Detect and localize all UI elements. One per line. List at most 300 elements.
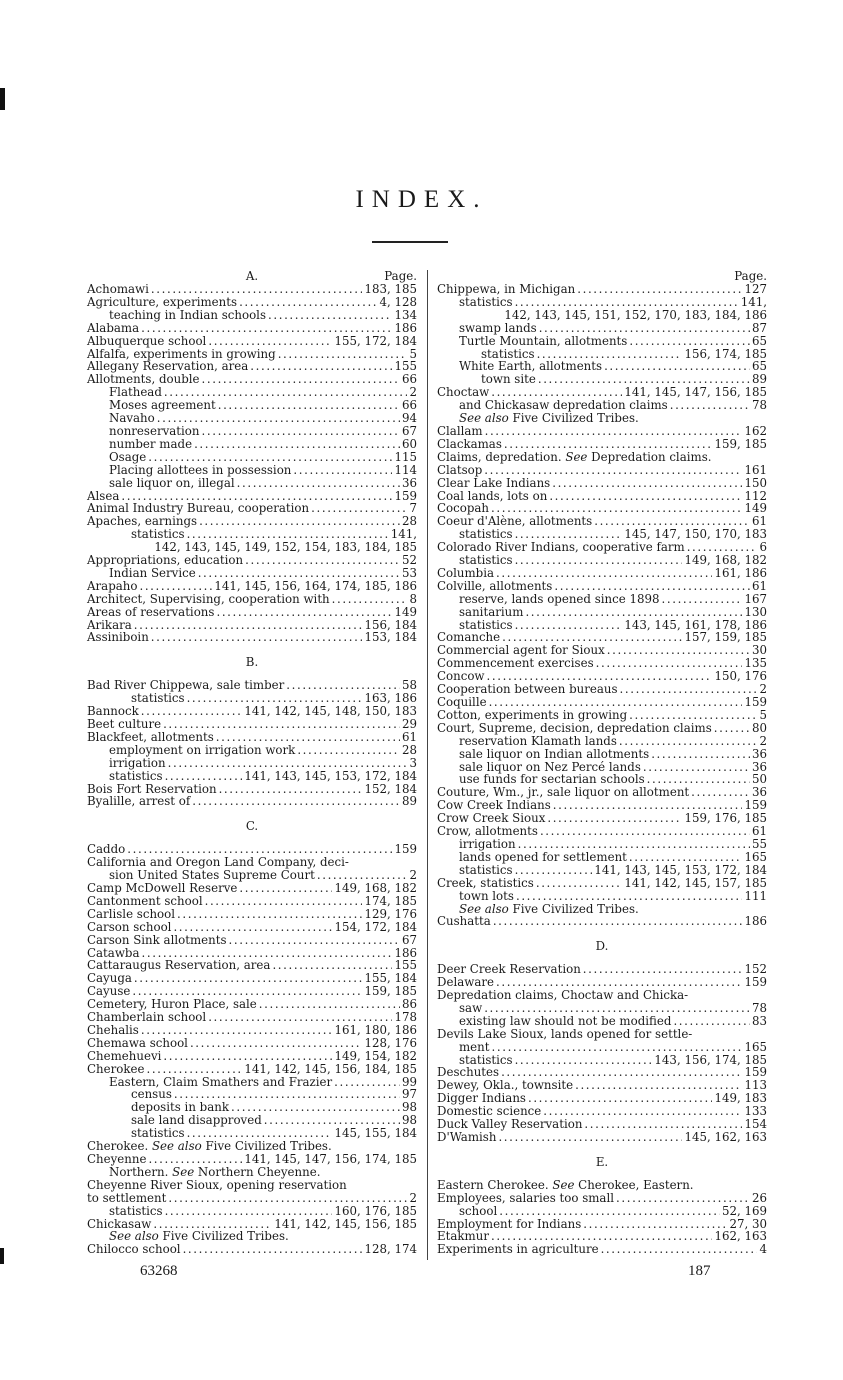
index-entry-pages: 61 <box>751 578 767 593</box>
leader-dots <box>540 825 750 838</box>
index-entry-term: census <box>131 1087 172 1102</box>
index-entry-pages: 145, 155, 184 <box>334 1126 417 1141</box>
index-entry-pages: 61 <box>751 824 767 839</box>
index-entry-term: Alsea <box>87 488 120 503</box>
leader-dots <box>484 464 742 477</box>
section-letter: D. <box>595 939 609 954</box>
leader-dots <box>332 593 408 606</box>
index-entry-pages: 4 <box>759 1242 767 1257</box>
index-entry <box>437 748 767 761</box>
index-entry <box>87 631 417 644</box>
leader-dots <box>141 1024 333 1037</box>
index-cross-reference: Eastern Cherokee. See Cherokee, Eastern. <box>437 1177 694 1192</box>
index-entry-pages: 53 <box>401 565 417 580</box>
index-entry-pages: 135 <box>744 656 767 671</box>
index-entry-pages: 141, <box>390 527 417 542</box>
index-entry-pages: 174, 185 <box>364 893 417 908</box>
leader-dots <box>194 438 400 451</box>
index-entry-pages: 128, 176 <box>364 1035 417 1050</box>
index-entry-pages: 28 <box>401 742 417 757</box>
index-entry-term: sanitarium <box>459 604 524 619</box>
index-entry <box>437 838 767 851</box>
index-entry <box>437 554 767 567</box>
index-entry <box>87 322 417 335</box>
index-entry-pages: 149, 168, 182 <box>334 880 417 895</box>
index-entry-term: Creek, statistics <box>437 875 534 890</box>
signature-number: 63268 <box>140 1263 178 1279</box>
index-entry <box>87 770 417 783</box>
index-entry-term: Camp McDowell Reserve <box>87 880 238 895</box>
index-entry-term: Concow <box>437 669 485 684</box>
leader-dots <box>141 322 392 335</box>
index-entry-pages: 159, 176, 185 <box>684 811 767 826</box>
index-entry-pages: 36 <box>401 475 417 490</box>
index-entry-term: Bois Fort Reservation <box>87 781 217 796</box>
page-title: INDEX. <box>355 186 488 213</box>
index-entry-term: lands opened for settlement <box>459 849 627 864</box>
index-entry-pages: 114 <box>394 462 417 477</box>
index-entry-term: use funds for sectarian schools <box>459 772 645 787</box>
index-entry-term: White Earth, allotments <box>459 359 603 374</box>
index-entry-term: Arapaho <box>87 578 138 593</box>
index-entry <box>437 567 767 580</box>
leader-dots <box>604 360 750 373</box>
index-page-continuation: 142, 143, 145, 149, 152, 154, 183, 184, 185 <box>154 540 417 555</box>
index-entry-pages: 130 <box>744 604 767 619</box>
leader-dots <box>670 399 750 412</box>
index-entry-term: Assiniboin <box>87 630 149 645</box>
index-entry <box>87 718 417 731</box>
index-entry-pages: 61 <box>401 729 417 744</box>
index-entry <box>437 1002 767 1015</box>
index-entry-term: Chehalis <box>87 1022 139 1037</box>
leader-dots <box>549 490 742 503</box>
index-entry-pages: 165 <box>744 1039 767 1054</box>
index-entry-pages: 141, 145, 156, 164, 174, 185, 186 <box>214 578 417 593</box>
index-entry-term: Carlisle school <box>87 906 176 921</box>
index-entry-pages: 60 <box>401 436 417 451</box>
index-entry-term: Couture, Wm., jr., sale liquor on allotment <box>437 785 690 800</box>
index-entry <box>87 757 417 770</box>
leader-dots <box>151 631 363 644</box>
title-rule <box>372 241 448 243</box>
index-entry-term: Carson school <box>87 919 172 934</box>
leader-dots <box>134 619 363 632</box>
leader-dots <box>691 786 750 799</box>
index-entry-pages: 152, 184 <box>364 781 417 796</box>
index-entry <box>87 1037 417 1050</box>
index-entry-pages: 36 <box>751 746 767 761</box>
index-entry-pages: 36 <box>751 759 767 774</box>
index-entry-pages: 159 <box>744 1065 767 1080</box>
index-entry-pages: 115 <box>394 449 417 464</box>
index-entry-pages: 61 <box>751 514 767 529</box>
leader-dots <box>146 1063 242 1076</box>
index-entry-pages: 66 <box>401 372 417 387</box>
index-cross-reference: Cheyenne River Sioux, opening reservation <box>87 1177 347 1192</box>
index-entry-term: statistics <box>131 1126 185 1141</box>
leader-dots <box>547 812 682 825</box>
leader-dots <box>528 1092 712 1105</box>
index-entry-pages: 30 <box>751 643 767 658</box>
index-entry <box>87 477 417 490</box>
index-entry-term: existing law should not be modified <box>459 1013 672 1028</box>
leader-dots <box>536 877 623 890</box>
index-entry-pages: 161 <box>744 462 767 477</box>
index-entry-term: Cooperation between bureaus <box>437 682 618 697</box>
leader-dots <box>629 335 750 348</box>
index-entry <box>437 915 767 928</box>
index-entry-pages: 99 <box>401 1074 417 1089</box>
index-entry-term: statistics <box>109 1203 163 1218</box>
index-entry-pages: 149 <box>744 501 767 516</box>
leader-dots <box>518 838 750 851</box>
index-entry-term: D'Wamish <box>437 1130 497 1144</box>
index-entry <box>437 1205 767 1218</box>
index-entry-pages: 98 <box>401 1100 417 1115</box>
index-entry-term: Clatsop <box>437 462 483 477</box>
index-entry-term: saw <box>459 1000 483 1015</box>
index-entry-pages: 141, 142, 145, 156, 184, 185 <box>244 1061 417 1076</box>
index-entry-pages: 55 <box>751 836 767 851</box>
index-entry-pages: 50 <box>751 772 767 787</box>
index-entry-term: statistics <box>459 1052 513 1067</box>
index-entry <box>437 722 767 735</box>
index-cross-reference: See also Five Civilized Tribes. <box>459 411 639 426</box>
index-entry <box>87 1205 417 1218</box>
leader-dots <box>259 998 400 1011</box>
index-entry <box>87 1243 417 1256</box>
index-entry-term: Navaho <box>109 411 155 426</box>
index-entry <box>87 731 417 744</box>
index-entry-term: statistics <box>131 691 185 706</box>
index-entry-term: Alabama <box>87 320 140 335</box>
index-entry-term: statistics <box>131 527 185 542</box>
index-entry <box>87 921 417 934</box>
index-entry-term: deposits in bank <box>131 1100 230 1115</box>
index-entry-pages: 2 <box>759 682 767 697</box>
leader-dots <box>620 683 758 696</box>
index-entry <box>87 283 417 296</box>
index-entry <box>87 1192 417 1205</box>
index-entry-term: Delaware <box>437 975 494 990</box>
leader-dots <box>499 1205 720 1218</box>
index-entry-term: Domestic science <box>437 1104 542 1119</box>
index-entry-term: sale land disapproved <box>131 1113 262 1128</box>
index-cross-reference: Northern. See Northern Cheyenne. <box>109 1164 321 1179</box>
index-entry-pages: 186 <box>394 320 417 335</box>
index-entry-term: sale liquor on Indian allotments <box>459 746 650 761</box>
index-entry-pages: 162 <box>744 423 767 438</box>
index-entry-term: sale liquor on Nez Percé lands <box>459 759 641 774</box>
index-entry-pages: 94 <box>401 411 417 426</box>
leader-dots <box>202 425 400 438</box>
leader-dots <box>245 554 400 567</box>
leader-dots <box>539 322 750 335</box>
index-entry-term: irrigation <box>459 836 516 851</box>
index-entry-pages: 150 <box>744 475 767 490</box>
leader-dots <box>607 644 750 657</box>
index-entry-term: Arikara <box>87 617 132 632</box>
index-entry <box>437 477 767 490</box>
index-entry <box>437 606 767 619</box>
index-entry-term: town lots <box>459 888 514 903</box>
index-entry-term: Agriculture, experiments <box>87 294 238 309</box>
index-entry-pages: 156, 174, 185 <box>684 346 767 361</box>
index-entry <box>437 335 767 348</box>
leader-dots <box>601 1243 758 1256</box>
leader-dots <box>515 619 623 632</box>
index-entry-pages: 143, 145, 161, 178, 186 <box>624 617 767 632</box>
index-entry-pages: 150, 176 <box>714 669 767 684</box>
leader-dots <box>163 718 400 731</box>
leader-dots <box>163 1050 332 1063</box>
index-entry-pages: 155, 172, 184 <box>334 333 417 348</box>
index-entry-pages: 159, 185 <box>364 984 417 999</box>
index-entry-pages: 127 <box>744 282 767 296</box>
index-entry-term: Crow Creek Sioux <box>437 811 546 826</box>
index-entry-pages: 89 <box>401 794 417 809</box>
index-entry-pages: 67 <box>401 932 417 947</box>
index-entry-term: Cemetery, Huron Place, sale <box>87 997 257 1012</box>
section-header <box>87 270 417 283</box>
leader-dots <box>165 770 243 783</box>
index-entry-term: statistics <box>481 346 535 361</box>
index-entry-term: Crow, allotments <box>437 824 538 839</box>
index-entry-term: Animal Industry Bureau, cooperation <box>87 501 310 516</box>
index-entry-term: statistics <box>459 553 513 568</box>
index-entry-pages: 141, 142, 145, 148, 150, 183 <box>244 704 417 719</box>
section-letter: C. <box>245 819 259 834</box>
index-entry-pages: 167 <box>744 591 767 606</box>
index-cross-reference: See also Five Civilized Tribes. <box>109 1229 289 1244</box>
index-entry <box>87 464 417 477</box>
leader-dots <box>651 748 750 761</box>
index-entry <box>87 606 417 619</box>
index-entry-pages: 157, 159, 185 <box>684 630 767 645</box>
index-entry-pages: 178 <box>394 1010 417 1025</box>
index-entry-pages: 83 <box>751 1013 767 1028</box>
index-entry-term: Etakmur <box>437 1229 489 1244</box>
index-entry-pages: 66 <box>401 398 417 413</box>
leader-dots <box>515 864 593 877</box>
index-page-continuation: 142, 143, 145, 151, 152, 170, 183, 184, 186 <box>504 307 767 322</box>
leader-dots <box>168 757 408 770</box>
index-entry-term: Bannock <box>87 704 139 719</box>
index-entry-pages: 134 <box>394 307 417 322</box>
index-entry-term: Cushatta <box>437 914 491 929</box>
leader-dots <box>516 890 743 903</box>
index-entry-pages: 155 <box>394 958 417 973</box>
leader-dots <box>205 895 363 908</box>
index-entry-pages: 186 <box>394 945 417 960</box>
leader-dots <box>577 283 742 296</box>
leader-dots <box>515 554 683 567</box>
leader-dots <box>515 296 739 309</box>
index-entry-term: Colorado River Indians, cooperative farm <box>437 540 685 555</box>
leader-dots <box>643 761 750 774</box>
index-entry <box>87 567 417 580</box>
index-entry <box>437 864 767 877</box>
index-entry-pages: 161, 180, 186 <box>334 1022 417 1037</box>
index-entry-pages: 27, 30 <box>729 1216 767 1231</box>
index-entry-term: and Chickasaw depredation claims <box>459 398 668 413</box>
leader-dots <box>552 477 742 490</box>
index-entry-pages: 159, 185 <box>714 436 767 451</box>
leader-dots <box>148 1153 242 1166</box>
index-entry-term: Byalille, arrest of <box>87 794 191 809</box>
leader-dots <box>239 882 332 895</box>
index-entry-pages: 4, 128 <box>379 294 417 309</box>
index-entry-pages: 161, 186 <box>714 565 767 580</box>
index-entry-pages: 159 <box>744 798 767 813</box>
index-entry-pages: 143, 156, 174, 185 <box>654 1052 767 1067</box>
index-entry-pages: 5 <box>409 346 417 361</box>
leader-dots <box>485 425 743 438</box>
index-entry <box>87 438 417 451</box>
section-letter: A. <box>245 269 259 283</box>
index-entry <box>437 425 767 438</box>
index-entry-term: statistics <box>459 294 513 309</box>
index-entry-term: Deschutes <box>437 1065 500 1080</box>
index-entry-term: Chemawa school <box>87 1035 188 1050</box>
leader-dots <box>208 1011 392 1024</box>
index-entry-pages: 29 <box>401 717 417 731</box>
leader-dots <box>218 399 400 412</box>
column-divider <box>427 270 428 1260</box>
leader-dots <box>583 1218 727 1231</box>
index-entry-pages: 2 <box>409 868 417 883</box>
index-entry-pages: 183, 185 <box>364 282 417 296</box>
index-entry-pages: 159 <box>744 975 767 990</box>
index-entry-pages: 145, 147, 150, 170, 183 <box>624 527 767 542</box>
index-entry-term: Appropriations, education <box>87 553 244 568</box>
index-entry-term: Turtle Mountain, allotments <box>459 333 628 348</box>
index-entry-term: Chilocco school <box>87 1242 181 1257</box>
index-entry <box>87 895 417 908</box>
leader-dots <box>489 696 743 709</box>
index-entry-term: swamp lands <box>459 320 537 335</box>
leader-dots <box>629 851 743 864</box>
index-entry-term: statistics <box>459 862 513 877</box>
index-entry <box>437 1243 767 1256</box>
index-entry-term: Coal lands, lots on <box>437 488 548 503</box>
index-entry-pages: 155 <box>394 359 417 374</box>
index-entry-term: Cayuse <box>87 984 131 999</box>
index-entry-pages: 156, 184 <box>364 617 417 632</box>
index-entry-pages: 58 <box>401 678 417 693</box>
index-entry <box>437 283 767 296</box>
index-entry-pages: 141, 143, 145, 153, 172, 184 <box>244 768 417 783</box>
index-entry-term: Albuquerque school <box>87 333 207 348</box>
index-entry-pages: 133 <box>744 1104 767 1119</box>
index-entry-pages: 26 <box>751 1190 767 1205</box>
index-cross-reference: Claims, depredation. See Depredation claims. <box>437 449 712 464</box>
index-entry-term: Blackfeet, allotments <box>87 729 214 744</box>
index-entry-pages: 89 <box>751 372 767 387</box>
index-entry <box>87 795 417 808</box>
index-entry-pages: 186 <box>744 914 767 929</box>
index-entry-term: Experiments in agriculture <box>437 1242 599 1257</box>
index-entry-pages: 7 <box>409 501 417 516</box>
index-entry-pages: 155, 184 <box>364 971 417 986</box>
index-entry-pages: 154 <box>744 1117 767 1132</box>
leader-dots <box>268 309 392 322</box>
index-entry-term: Colville, allotments <box>437 578 553 593</box>
index-entry-term: Cheyenne <box>87 1152 147 1166</box>
index-entry <box>437 1041 767 1054</box>
index-entry-term: number made <box>109 436 193 451</box>
index-entry-term: statistics <box>459 617 513 632</box>
index-entry-pages: 78 <box>751 398 767 413</box>
index-entry-pages: 111 <box>744 888 767 903</box>
index-cross-reference: Cherokee. See also Five Civilized Tribes. <box>87 1139 332 1154</box>
index-entry-term: reservation Klamath lands <box>459 733 617 748</box>
index-entry-term: Chemehuevi <box>87 1048 162 1063</box>
index-entry-term: Cayuga <box>87 971 132 986</box>
index-column-left <box>87 270 417 1256</box>
index-entry-term: Flathead <box>109 385 162 400</box>
index-entry-pages: 80 <box>751 720 767 735</box>
index-entry-term: Achomawi <box>87 282 149 296</box>
index-entry <box>87 451 417 464</box>
index-entry-term: Clear Lake Indians <box>437 475 551 490</box>
index-entry-term: Chamberlain school <box>87 1010 207 1025</box>
index-entry-pages: 159 <box>394 488 417 503</box>
index-entry-pages: 3 <box>409 755 417 770</box>
leader-dots <box>293 464 392 477</box>
leader-dots <box>151 283 363 296</box>
leader-dots <box>484 1002 750 1015</box>
index-entry <box>87 309 417 322</box>
index-cross-reference: Depredation claims, Choctaw and Chicka- <box>437 988 689 1003</box>
index-entry-term: Clackamas <box>437 436 502 451</box>
index-entry-term: statistics <box>459 527 513 542</box>
index-entry-term: Comanche <box>437 630 501 645</box>
index-entry <box>437 464 767 477</box>
index-entry-term: Caddo <box>87 842 126 857</box>
index-entry-term: nonreservation <box>109 423 200 438</box>
leader-dots <box>198 567 400 580</box>
index-entry-term: Indian Service <box>109 565 196 580</box>
index-entry-term: Cocopah <box>437 501 490 516</box>
index-entry-term: Duck Valley Reservation <box>437 1117 583 1132</box>
index-entry-term: Cotton, experiments in growing <box>437 707 628 722</box>
index-entry <box>87 425 417 438</box>
leader-dots <box>278 348 408 361</box>
page-number: 187 <box>688 1263 711 1279</box>
index-entry <box>437 1192 767 1205</box>
scan-edge-mark-top <box>0 88 5 110</box>
index-entry-pages: 141, 143, 145, 153, 172, 184 <box>594 862 767 877</box>
index-entry-pages: 2 <box>409 385 417 400</box>
index-entry-pages: 165 <box>744 849 767 864</box>
index-cross-reference: Devils Lake Sioux, lands opened for settle- <box>437 1026 693 1041</box>
index-entry <box>87 593 417 606</box>
leader-dots <box>190 1037 363 1050</box>
index-entry-pages: 5 <box>759 707 767 722</box>
leader-dots <box>237 477 400 490</box>
index-entry-term: Chippewa, in Michigan <box>437 282 576 296</box>
leader-dots <box>183 1243 363 1256</box>
leader-dots <box>239 296 377 309</box>
leader-dots <box>583 963 743 976</box>
index-entry-pages: 78 <box>751 1000 767 1015</box>
index-entry-pages: 159 <box>394 842 417 857</box>
scan-edge-mark-bottom <box>0 1248 4 1264</box>
leader-dots <box>334 1076 400 1089</box>
index-entry <box>87 1011 417 1024</box>
